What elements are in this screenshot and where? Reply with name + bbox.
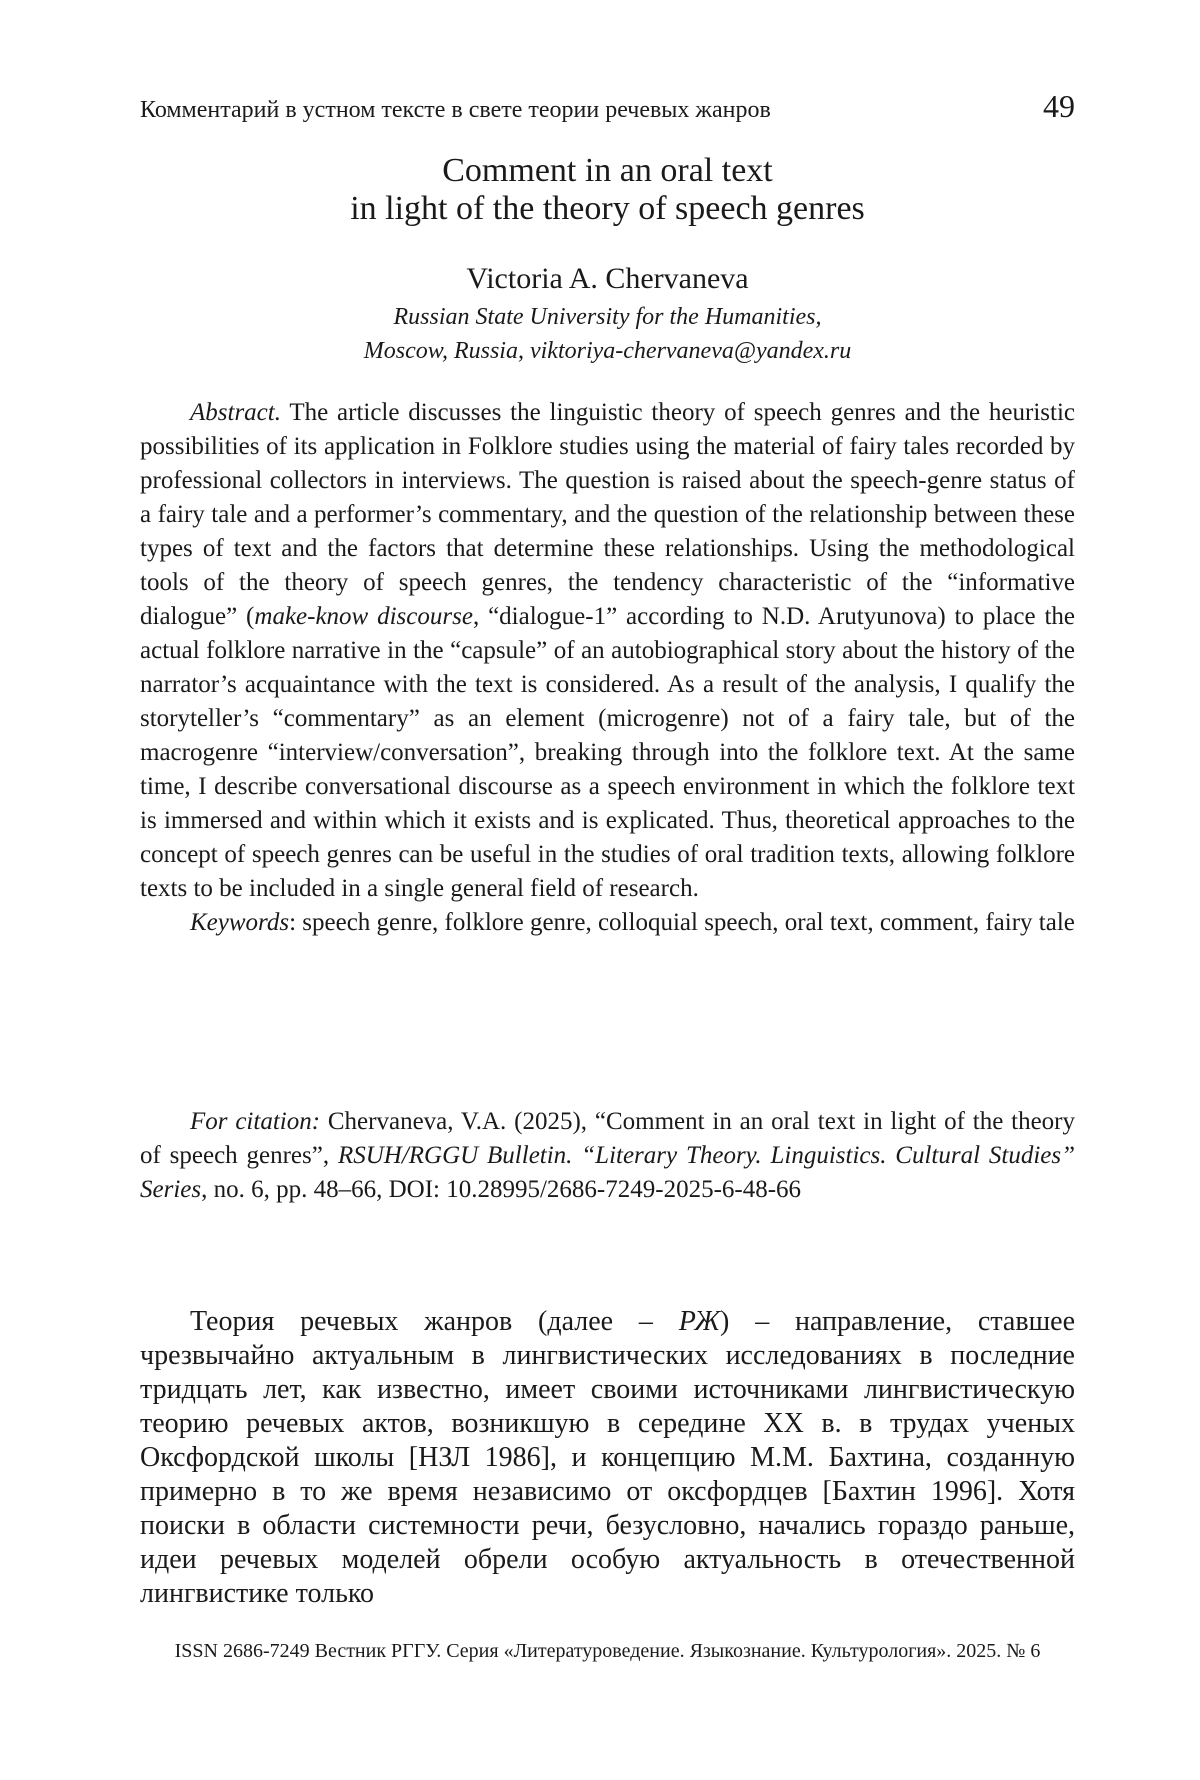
- keywords-text: : speech genre, folklore genre, colloquial speech, oral text, comment, fairy tale: [289, 909, 1075, 936]
- citation-section: [140, 1105, 1075, 1207]
- citation-text-1: Chervaneva, V.A. (2025), “Comment in an oral text in light of the theory of speech genres”,: [140, 1108, 1075, 1169]
- title-line-2: in light of the theory of speech genres: [350, 190, 865, 227]
- abstract-label: Abstract.: [190, 399, 281, 426]
- page-number: 49: [1043, 88, 1075, 124]
- running-title: Комментарий в устном тексте в свете теории речевых жанров: [140, 97, 771, 123]
- running-head: [140, 88, 1075, 125]
- abstract-italic-term: make-know discourse: [254, 603, 473, 630]
- abstract-text-1: The article discusses the linguistic theory of speech genres and the heuristic possibilities of its application in Folklore studies using the material of fairy tales recorded by professional collectors in interviews. The question is raised about the speech-genre status of a fairy tale and a performer’s commentary, and the question of the relationship between these types of text and the factors that determine these relationships. Using the methodological tools of the theory of speech genres, the tendency characteristic of the “informative dialogue” (: [140, 399, 1075, 630]
- page-footer: ISSN 2686-7249 Вестник РГГУ. Серия «Литературоведение. Языкознание. Культурология». 2025. № 6: [174, 1640, 1041, 1662]
- author-name: Victoria A. Chervaneva: [466, 262, 749, 295]
- body-text-1: Теория речевых жанров (далее –: [190, 1306, 679, 1337]
- keywords-label: Keywords: [190, 909, 290, 936]
- abstract-text-2: , “dialogue-1” according to N.D. Arutyunova) to place the actual folklore narrative in the “capsule” of an autobiographical story about the history of the narrator’s acquaintance with the text is considered. As a result of the analysis, I qualify the storyteller’s “commentary” as an element (microgenre) not of a fairy tale, but of the macrogenre “interview/conversation”, breaking through into the folklore text. At the same time, I describe conversational discourse as a speech environment in which the folklore text is immersed and within which it exists and is explicated. Thus, theoretical approaches to the concept of speech genres can be useful in the studies of oral tradition texts, allowing folklore texts to be included in a single general field of research.: [140, 603, 1075, 902]
- body-abbreviation: РЖ: [678, 1306, 721, 1337]
- body-paragraph: [140, 1305, 1075, 1611]
- affiliation-line-1: Russian State University for the Humanities,: [393, 304, 822, 330]
- title-line-1: Comment in an oral text: [442, 152, 773, 189]
- citation-journal: RSUH/RGGU Bulletin. “Literary Theory. Linguistics. Cultural Studies” Series: [140, 1142, 1075, 1203]
- affiliation-line-2: Moscow, Russia, viktoriya-chervaneva@yandex.ru: [363, 338, 852, 364]
- abstract-section: [140, 396, 1075, 940]
- body-text-2: ) – направление, ставшее чрезвычайно актуальным в лингвистических исследованиях в последние тридцать лет, как известно, имеет своими источниками лингвистическую теорию речевых актов, возникшую в середине XX в. в трудах ученых Оксфордской школы [НЗЛ 1986], и концепцию М.М. Бахтина, созданную примерно в то же время независимо от оксфордцев [Бахтин 1996]. Хотя поиски в области системности речи, безусловно, начались гораздо раньше, идеи речевых моделей обрели особую актуальность в отечественной лингвистике только: [140, 1306, 1075, 1609]
- body-section: [140, 1305, 1075, 1611]
- citation-text-2: , no. 6, pp. 48–66, DOI: 10.28995/2686-7249-2025-6-48-66: [201, 1176, 802, 1203]
- abstract-paragraph: [140, 396, 1075, 906]
- author-affiliation: [140, 300, 1075, 368]
- article-title: [140, 152, 1075, 228]
- citation-label: For citation:: [190, 1108, 321, 1135]
- citation-paragraph: [140, 1105, 1075, 1207]
- keywords-paragraph: [140, 906, 1075, 940]
